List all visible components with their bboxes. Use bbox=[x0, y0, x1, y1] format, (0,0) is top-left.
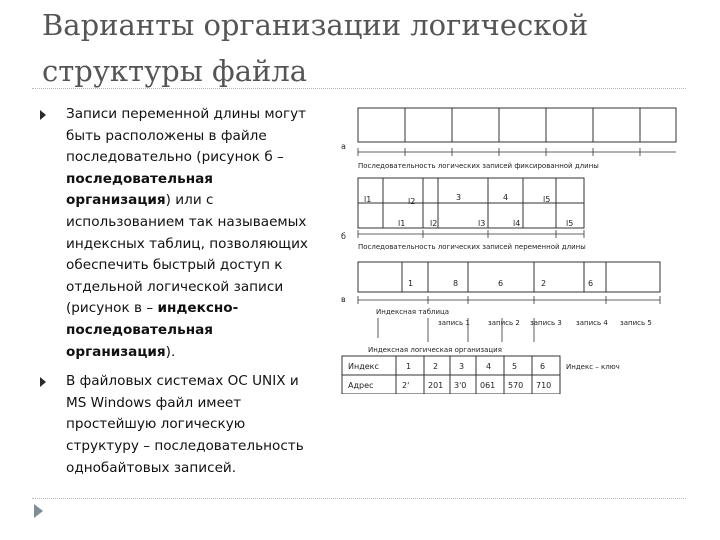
record-label: запись 3 bbox=[530, 319, 562, 327]
record-label: запись 1 bbox=[438, 319, 470, 327]
table-cell: 1 bbox=[406, 362, 412, 371]
index-table-label: Индексная таблица bbox=[376, 308, 450, 316]
b-bottom-label: l1 bbox=[398, 219, 406, 228]
b-bottom-label: l5 bbox=[566, 219, 574, 228]
table-cell: 3'0 bbox=[454, 381, 467, 390]
index-pointer-number: 2 bbox=[541, 279, 547, 288]
indexed-record-dimension-arrows bbox=[358, 296, 660, 304]
index-pointer-number: 1 bbox=[408, 279, 414, 288]
bullet-item bbox=[40, 371, 320, 479]
b-top-label: 3 bbox=[456, 193, 462, 202]
table-cell: 570 bbox=[508, 381, 524, 390]
title-divider bbox=[32, 88, 686, 89]
label-v: в bbox=[341, 295, 346, 304]
b-bottom-label: l4 bbox=[513, 219, 521, 228]
b-top-label: l2 bbox=[408, 197, 416, 206]
indexed-records-strip bbox=[358, 262, 660, 292]
record-label: запись 4 bbox=[576, 319, 608, 327]
table-cell: 3 bbox=[459, 362, 465, 371]
slide-title: Варианты организации логической структуры файла bbox=[42, 8, 589, 88]
record-label: запись 2 bbox=[488, 319, 520, 327]
caption-a: Последовательность логических записей фиксированной длины bbox=[358, 162, 599, 170]
bullet-list bbox=[40, 104, 320, 487]
bullet-text: В файловых системах ОС UNIX и MS Windows файл имеет простейшую логическую структуру – последовательность однобайтовых записей. bbox=[66, 373, 304, 476]
table-cell: 2 bbox=[433, 362, 439, 371]
key-label: Индекс – ключ bbox=[566, 363, 620, 371]
table-cell: 061 bbox=[480, 381, 496, 390]
variable-record-dimension-arrows bbox=[358, 230, 584, 238]
b-bottom-label: l3 bbox=[478, 219, 486, 228]
footer-divider bbox=[32, 498, 686, 499]
file-structure-figure bbox=[338, 102, 682, 394]
label-b: б bbox=[341, 232, 346, 241]
bullet-arrow-icon bbox=[40, 110, 46, 120]
fixed-records-strip bbox=[358, 108, 676, 142]
record-label: запись 5 bbox=[620, 319, 652, 327]
table-cell: Адрес bbox=[348, 381, 374, 390]
table-cell: 710 bbox=[536, 381, 552, 390]
index-pointer-number: 8 bbox=[453, 279, 459, 288]
fixed-record-dimension-arrows bbox=[358, 148, 676, 156]
bullet-arrow-icon bbox=[40, 377, 46, 387]
bullet-item bbox=[40, 104, 320, 363]
bullet-text-part: ). bbox=[165, 343, 176, 360]
index-pointer-number: 6 bbox=[588, 279, 594, 288]
table-cell: 4 bbox=[486, 362, 492, 371]
b-top-label: 4 bbox=[503, 193, 509, 202]
b-bottom-label: l2 bbox=[430, 219, 438, 228]
bullet-text-part: ) или с использованием так называемых индексных таблиц, позволяющих обеспечить быстрый доступ к отдельной логической записи (рисунок в – bbox=[66, 192, 308, 317]
label-a: а bbox=[341, 142, 346, 151]
caption-b: Последовательность логических записей переменной длины bbox=[358, 243, 586, 251]
bullet-text-bold: последовательная организация bbox=[66, 170, 214, 209]
org-label: Индексная логическая организация bbox=[368, 346, 502, 354]
bullet-text-bold: индексно-последовательная организация bbox=[66, 300, 239, 360]
bullet-text bbox=[66, 106, 308, 360]
table-cell: 201 bbox=[428, 381, 444, 390]
table-cell: Индекс bbox=[348, 362, 379, 371]
index-pointer-number: 6 bbox=[498, 279, 504, 288]
b-top-label: l5 bbox=[543, 195, 551, 204]
b-top-label: l1 bbox=[364, 195, 372, 204]
corner-arrow-icon bbox=[34, 504, 43, 518]
table-cell: 6 bbox=[540, 362, 546, 371]
bullet-text-part: Записи переменной длины могут быть расположены в файле последовательно (рисунок б – bbox=[66, 106, 307, 166]
table-cell: 2' bbox=[402, 381, 410, 390]
table-cell: 5 bbox=[512, 362, 518, 371]
